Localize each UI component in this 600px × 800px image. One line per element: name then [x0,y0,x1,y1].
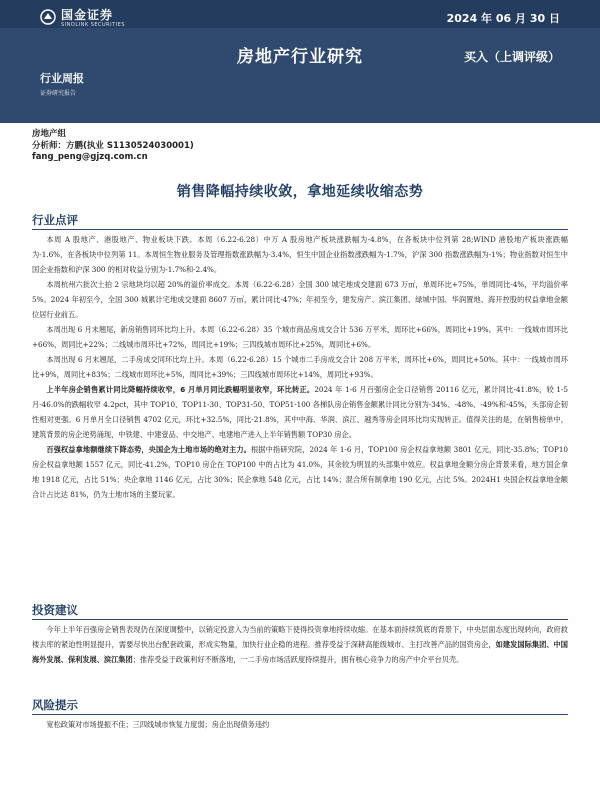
paragraph-sales [32,382,568,442]
section-divider [32,229,568,230]
logo-name: 国金证券 [61,8,114,22]
section-title-industry: 行业点评 [32,213,78,227]
report-title: 房地产行业研究 [237,47,363,67]
analyst-group: 房地产组 [32,129,67,139]
report-header-band [0,0,600,123]
paragraph-invest [32,622,568,667]
analyst-email: fang_peng@gjzq.com.cn [32,152,148,162]
industry-commentary [32,232,568,502]
section-title-invest: 投资建议 [32,603,78,617]
analyst-block [32,129,194,164]
investment-advice [32,622,568,667]
section-divider [32,619,568,620]
rating-badge: 买入（上调评级） [463,50,560,64]
section-divider [32,714,568,715]
section-title-risk: 风险提示 [32,698,78,712]
risk-warning [32,717,568,732]
paragraph-second-hand: 本周出现 6 月末翘尾，二手房成交同环比均上升。本周（6.22-6.28）15 个城市二手房成交合计 208 万平米，周环比+6%，周同比+50%。其中：一线城市周环比+9%，周同比+83%；二线城市周环比+5%，周同比+39%；三四线城市周环比+14%，周同比+93%。 [32,355,568,379]
paragraph-land: 本周杭州六批次土拍 2 宗地块均以超 20%的溢价率成交。本周（6.22-6.28）全国 300 城宅地成交建面 673 万㎡，单周环比+75%，单周同比-4%，平均溢价率 5%。2024 年初至今，全国 300 城累计宅地成交建面 8607 万㎡，累计同比-47%；年初至今，建发房产、滨江集团、绿城中国、华润置地、海开控股的权益拿地金额位居行业前五。 [32,280,568,319]
logo-sub: SINOLINK SECURITIES [61,22,125,28]
paragraph-invest-tail: ；推荐受益于政策利好不断落地，一二手房市场活跃度持续提升，拥有核心竞争力的房产中介平台贝壳。 [132,655,464,664]
paragraph-land-acquisition-lead: 百强权益拿地额继续下降态势，央国企为土地市场的绝对主力。 [46,445,251,454]
paragraph-land-acquisition [32,442,568,502]
paragraph-invest-picks: 如建发国际集团、中国海外发展、保利发展、滨江集团 [32,640,568,664]
report-headline: 销售降幅持续收敛，拿地延续收缩态势 [176,184,424,200]
report-type: 行业周报 [40,72,84,85]
company-logo [40,6,125,28]
report-date: 2024 年 06 月 30 日 [446,12,560,25]
paragraph-market: 本周 A 股地产、港股地产、物业板块下跌。本周（6.22-6.28）中万 A 股房地产板块涨跌幅为-4.8%，在各板块中位列第 28;WIND 港股地产板块涨跌幅为-1.6%，在各板块中位列第 11。本周恒生物业服务及管理指数涨跌幅为-3.4%，恒生中国企业指数涨跌幅为-1.7%，沪深 300 指数涨跌幅为-1%；物业指数对恒生中国企业指数和沪深 300 的相对收益分别为-1.7%和-2.4%。 [32,235,568,274]
paragraph-sales-body: 2024 年 1-6 月百强房企全口径销售 20116 亿元，累计同比-41.8%，较 1-5 月-46.0%的跌幅收窄 4.2pct，其中 TOP10、TOP11-30、TOP31-50、TOP51-100 各梯队房企销售金额累计同比分别为-34%、-48%、-49%和-45%，头部房企韧性相对更强。6 月单月全口径销售 4702 亿元，环比+32.5%，同比-21.8%，其中中海、华润、滨江、越秀等房企同环比均实现转正。值得关注的是，在销售榜单中，建筑背景的房企逆势涌现，中铁建、中建壹品、中交地产、电建地产进入上半年销售额 TOP30 房企。 [32,385,568,439]
report-subtype: 证券研究报告 [40,90,77,97]
paragraph-invest-body: 今年上半年百强房企销售表现仍在深度调整中，以销定投意入为当前的策略下使得投资拿地持续收缩。在基本面持续筑底的背景下，中央层面态度出现转向，政府救楼去库的紧迫性明显提升，需要尽快出台配套政策，形成实物量，加快行业企稳的进程。推荐受益于深耕高能级城市、主打改善产品的国资房企， [32,625,568,649]
logo-mark-icon [40,9,56,25]
paragraph-land-acquisition-body: 根据中指研究院，2024 年 1-6 月，TOP100 房企权益拿地额 3801 亿元，同比-35.8%；TOP10 房企权益拿地额 1557 亿元，同比-41.2%，TOP10 房企在 TOP100 中的占比为 41.0%，其余较为明显的头部集中效应。权益拿地金额分房企背景来看，地方国企拿地 1918 亿元，占比 51%；央企拿地 1146 亿元，占比 30%；民企拿地 548 亿元，占比 14%；混合所有制拿地 190 亿元，占比 5%。2024H1 央国企权益拿地金额合计占比达 81%，仍为土地市场的主要玩家。 [32,445,568,499]
paragraph-sales-lead: 上半年房企销售累计同比降幅持续收窄，6 月单月同比跌幅明显收窄，环比转正。 [46,385,315,394]
analyst-name: 分析师：方鹏(执业 S1130524030001) [32,140,194,151]
paragraph-new-homes: 本周出现 6 月末翘尾，新房销售同环比均上升。本周（6.22-6.28）35 个城市商品房成交合计 536 万平米，周环比+66%，周同比+19%。其中：一线城市周环比+66%，周同比+22%；二线城市周环比+72%，周同比+19%；三四线城市周环比+25%，周同比+6%。 [32,325,568,349]
paragraph-risk: 宽松政策对市场提振不佳；三四线城市恢复力度弱；房企出现债务违约 [46,720,270,729]
